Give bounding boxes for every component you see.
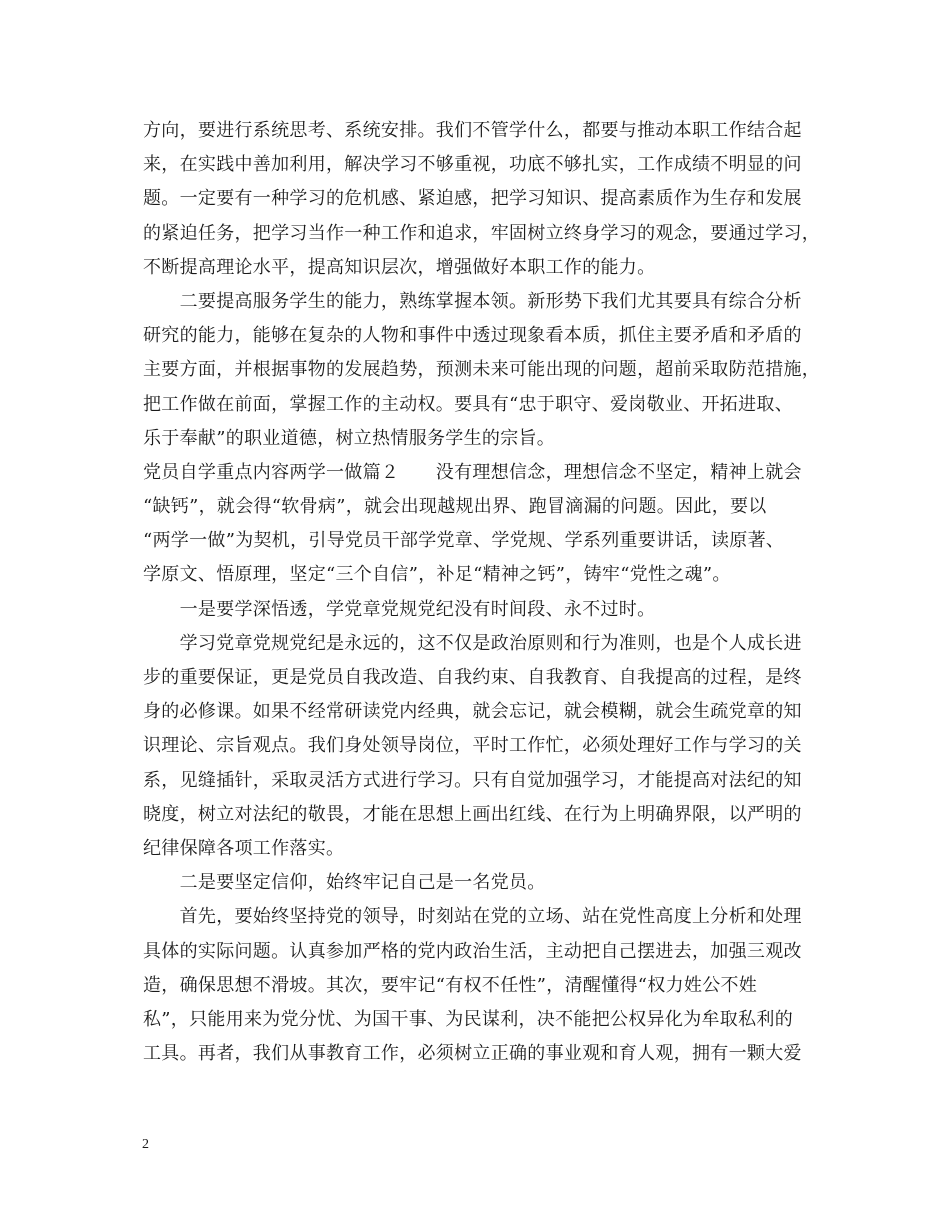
text-line: 识理论、宗旨观点。我们身处领导岗位，平时工作忙，必须处理好工作与学习的关 [143, 735, 802, 757]
text-line: 首先，要始终坚持党的领导，时刻站在党的立场、站在党性高度上分析和处理 [143, 906, 802, 928]
text-line: “两学一做”为契机，引导党员干部学党章、学党规、学系列重要讲话，读原著、 [143, 530, 785, 552]
text-line: 私”，只能用来为党分忧、为国干事、为民谋利，决不能把公权异化为牟取私利的 [143, 1008, 793, 1030]
text-line: 学原文、悟原理，坚定“三个自信”，补足“精神之钙”，铸牢“党性之魂”。 [143, 564, 731, 586]
body-text [143, 114, 821, 1071]
text-line: 把工作做在前面，掌握工作的主动权。要具有“忠于职守、爱岗敬业、开拓进取、 [143, 393, 793, 415]
text-line: 系，见缝插针，采取灵活方式进行学习。只有自觉加强学习，才能提高对法纪的知 [143, 769, 802, 791]
page-number: 2 [142, 1137, 149, 1152]
text-line: 不断提高理论水平，提高知识层次，增强做好本职工作的能力。 [143, 256, 656, 278]
text-line: 题。一定要有一种学习的危机感、紧迫感，把学习知识、提高素质作为生存和发展 [143, 188, 802, 210]
text-line: 方向，要进行系统思考、系统安排。我们不管学什么，都要与推动本职工作结合起 [143, 120, 802, 141]
text-line: 学习党章党规党纪是永远的，这不仅是政治原则和行为准则，也是个人成长进 [143, 632, 802, 654]
section-heading-line: 党员自学重点内容两学一做篇２ 没有理想信念，理想信念不坚定，精神上就会 [143, 461, 802, 483]
text-line: 纪律保障各项工作落实。 [143, 837, 345, 859]
text-line: 主要方面，并根据事物的发展趋势，预测未来可能出现的问题，超前采取防范措施， [143, 359, 821, 381]
text-line: 研究的能力，能够在复杂的人物和事件中透过现象看本质，抓住主要矛盾和矛盾的 [143, 325, 802, 347]
text-line: 工具。再者，我们从事教育工作，必须树立正确的事业观和育人观，拥有一颗大爱 [143, 1043, 802, 1065]
text-line: 一是要学深悟透，学党章党规党纪没有时间段、永不过时。 [143, 598, 656, 620]
text-line: 来，在实践中善加利用，解决学习不够重视，功底不够扎实，工作成绩不明显的问 [143, 154, 802, 176]
text-line: 二要提高服务学生的能力，熟练掌握本领。新形势下我们尤其要具有综合分析 [143, 290, 802, 312]
text-line: 具体的实际问题。认真参加严格的党内政治生活，主动把自己摆进去，加强三观改 [143, 940, 802, 962]
text-line: 乐于奉献”的职业道德，树立热情服务学生的宗旨。 [143, 427, 556, 449]
text-line: 的紧迫任务，把学习当作一种工作和追求，牢固树立终身学习的观念，要通过学习， [143, 222, 821, 244]
text-line: “缺钙”，就会得“软骨病”，就会出现越规出界、跑冒滴漏的问题。因此，要以 [143, 496, 767, 518]
text-line: 身的必修课。如果不经常研读党内经典，就会忘记，就会模糊，就会生疏党章的知 [143, 701, 802, 723]
text-line: 晓度，树立对法纪的敬畏，才能在思想上画出红线、在行为上明确界限，以严明的 [143, 803, 802, 825]
text-line: 步的重要保证，更是党员自我改造、自我约束、自我教育、自我提高的过程，是终 [143, 667, 802, 688]
text-line: 造，确保思想不滑坡。其次，要牢记“有权不任性”，清醒懂得“权力姓公不姓 [143, 974, 758, 996]
text-line: 二是要坚定信仰，始终牢记自己是一名党员。 [143, 872, 546, 894]
